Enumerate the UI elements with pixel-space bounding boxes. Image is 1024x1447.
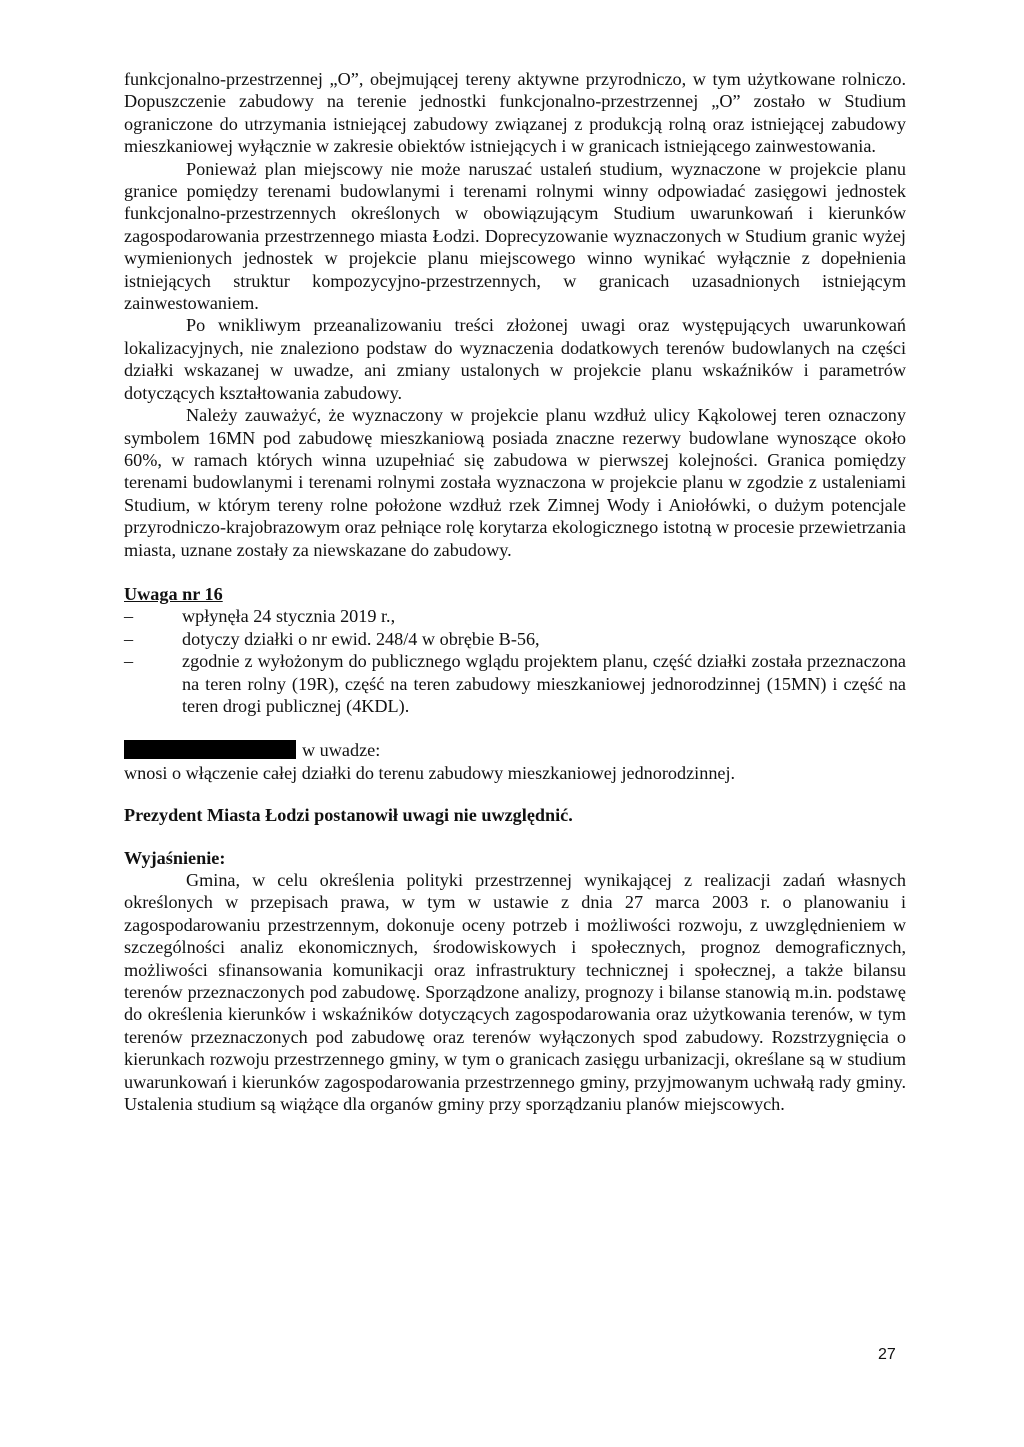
paragraph-plan-boundaries: Ponieważ plan miejscowy nie może naruszać ustaleń studium, wyznaczone w projekcie planu granice pomiędzy terenami budowlanymi i terenami rolnymi winny odpowiadać zasięgowi jednostek funkcjonalno-przestrzennych określonych w obowiązującym Studium uwarunkowań i kierunków zagospodarowania przestrzennego miasta Łodzi. Doprecyzowanie wyznaczonych w Studium granic wyżej wymienionych jednostek w projekcie planu miejscowego winno wynikać wyłącznie z dopełnienia istniejących struktur kompozycyjno-przestrzennych, w granicach uzasadnionych istniejącym zainwestowaniem.	[124, 158, 906, 314]
document-page	[124, 68, 906, 1115]
paragraph-16mn-reserves: Należy zauważyć, że wyznaczony w projekcie planu wzdłuż ulicy Kąkolowej teren oznaczony symbolem 16MN pod zabudowę mieszkaniową posiada znaczne rezerwy budowlane wynoszące około 60%, w ramach których winna uzupełniać się zabudowa w pierwszej kolejności. Granica pomiędzy terenami budowlanymi i terenami rolnymi została wyznaczona w projekcie planu w zgodzie z ustaleniami Studium, w którym tereny rolne położone wzdłuż rzek Zimnej Wody i Aniołówki, o dużym potencjale przyrodniczo-krajobrazowym oraz pełniące rolę korytarza ekologicznego istotną w procesie przewietrzania miasta, uznane zostały za niewskazane do zabudowy.	[124, 405, 906, 560]
list-item-text: dotyczy działki o nr ewid. 248/4 w obrębie B-56,	[182, 628, 540, 649]
dash-bullet: –	[124, 606, 134, 627]
list-item	[124, 605, 906, 627]
paragraph-continuation: funkcjonalno-przestrzennej „O”, obejmującej tereny aktywne przyrodniczo, w tym użytkowane rolniczo. Dopuszczenie zabudowy na terenie jednostki funkcjonalno-przestrzennej „O” zostało w Studium ograniczone do utrzymania istniejącej zabudowy związanej z produkcją rolną oraz istniejącej zabudowy mieszkaniowej wyłącznie w zakresie obiektów istniejących i w granicach istniejącego zainwestowania.	[124, 69, 906, 157]
remark-request: wnosi o włączenie całej działki do terenu zabudowy mieszkaniowej jednorodzinnej.	[124, 762, 736, 783]
requester-suffix: w uwadze:	[302, 740, 381, 761]
requester-line	[124, 739, 906, 761]
decision-statement: Prezydent Miasta Łodzi postanowił uwagi nie uwzględnić.	[124, 805, 573, 826]
dash-bullet: –	[124, 628, 134, 649]
paragraph-analysis: Po wnikliwym przeanalizowaniu treści złożonej uwagi oraz występujących uwarunkowań lokalizacyjnych, nie znaleziono podstaw do wyznaczenia dodatkowych terenów budowlanych na części działki wskazanej w uwadze, ani zmiany ustalonych w projekcie planu wskaźników i parametrów dotyczących kształtowania zabudowy.	[124, 315, 906, 403]
explanation-heading: Wyjaśnienie:	[124, 847, 226, 868]
explanation-text: Gmina, w celu określenia polityki przestrzennej wynikającej z realizacji zadań własnych określonych w przepisach prawa, w tym w ustawie z dnia 27 marca 2003 r. o planowaniu i zagospodarowaniu przestrzennym, dokonuje oceny potrzeb i możliwości rozwoju, z uwzględnieniem w szczególności analiz ekonomicznych, środowiskowych i społecznych, prognoz demograficznych, możliwości sfinansowania komunikacji oraz infrastruktury technicznej i społecznej, a także bilansu terenów przeznaczonych pod zabudowę. Sporządzone analizy, prognozy i bilanse stanowią m.in. podstawę do określenia kierunków i wskaźników dotyczących zagospodarowania oraz użytkowania terenów, w tym terenów przeznaczonych pod zabudowę oraz terenów wyłączonych spod zabudowy. Rozstrzygnięcia o kierunkach rozwoju przestrzennego gminy, w tym o granicach zasięgu urbanizacji, określane są w studium uwarunkowań i kierunków zagospodarowania przestrzennego gminy, przyjmowanym uchwałą rady gminy. Ustalenia studium są wiążące dla organów gminy przy sporządzaniu planów miejscowych.	[124, 870, 906, 1115]
dash-bullet: –	[124, 651, 134, 672]
remark-details-list	[124, 605, 906, 717]
page-number: 27	[878, 1346, 896, 1363]
remark-heading: Uwaga nr 16	[124, 583, 223, 604]
list-item	[124, 650, 906, 717]
redaction-block	[124, 740, 296, 759]
list-item-text: wpłynęła 24 stycznia 2019 r.,	[182, 606, 396, 627]
list-item	[124, 628, 906, 650]
list-item-text: zgodnie z wyłożonym do publicznego wglądu projektem planu, część działki została przeznaczona na teren rolny (19R), część na teren zabudowy mieszkaniowej jednorodzinnej (15MN) i część na teren drogi publicznej (4KDL).	[182, 651, 906, 716]
